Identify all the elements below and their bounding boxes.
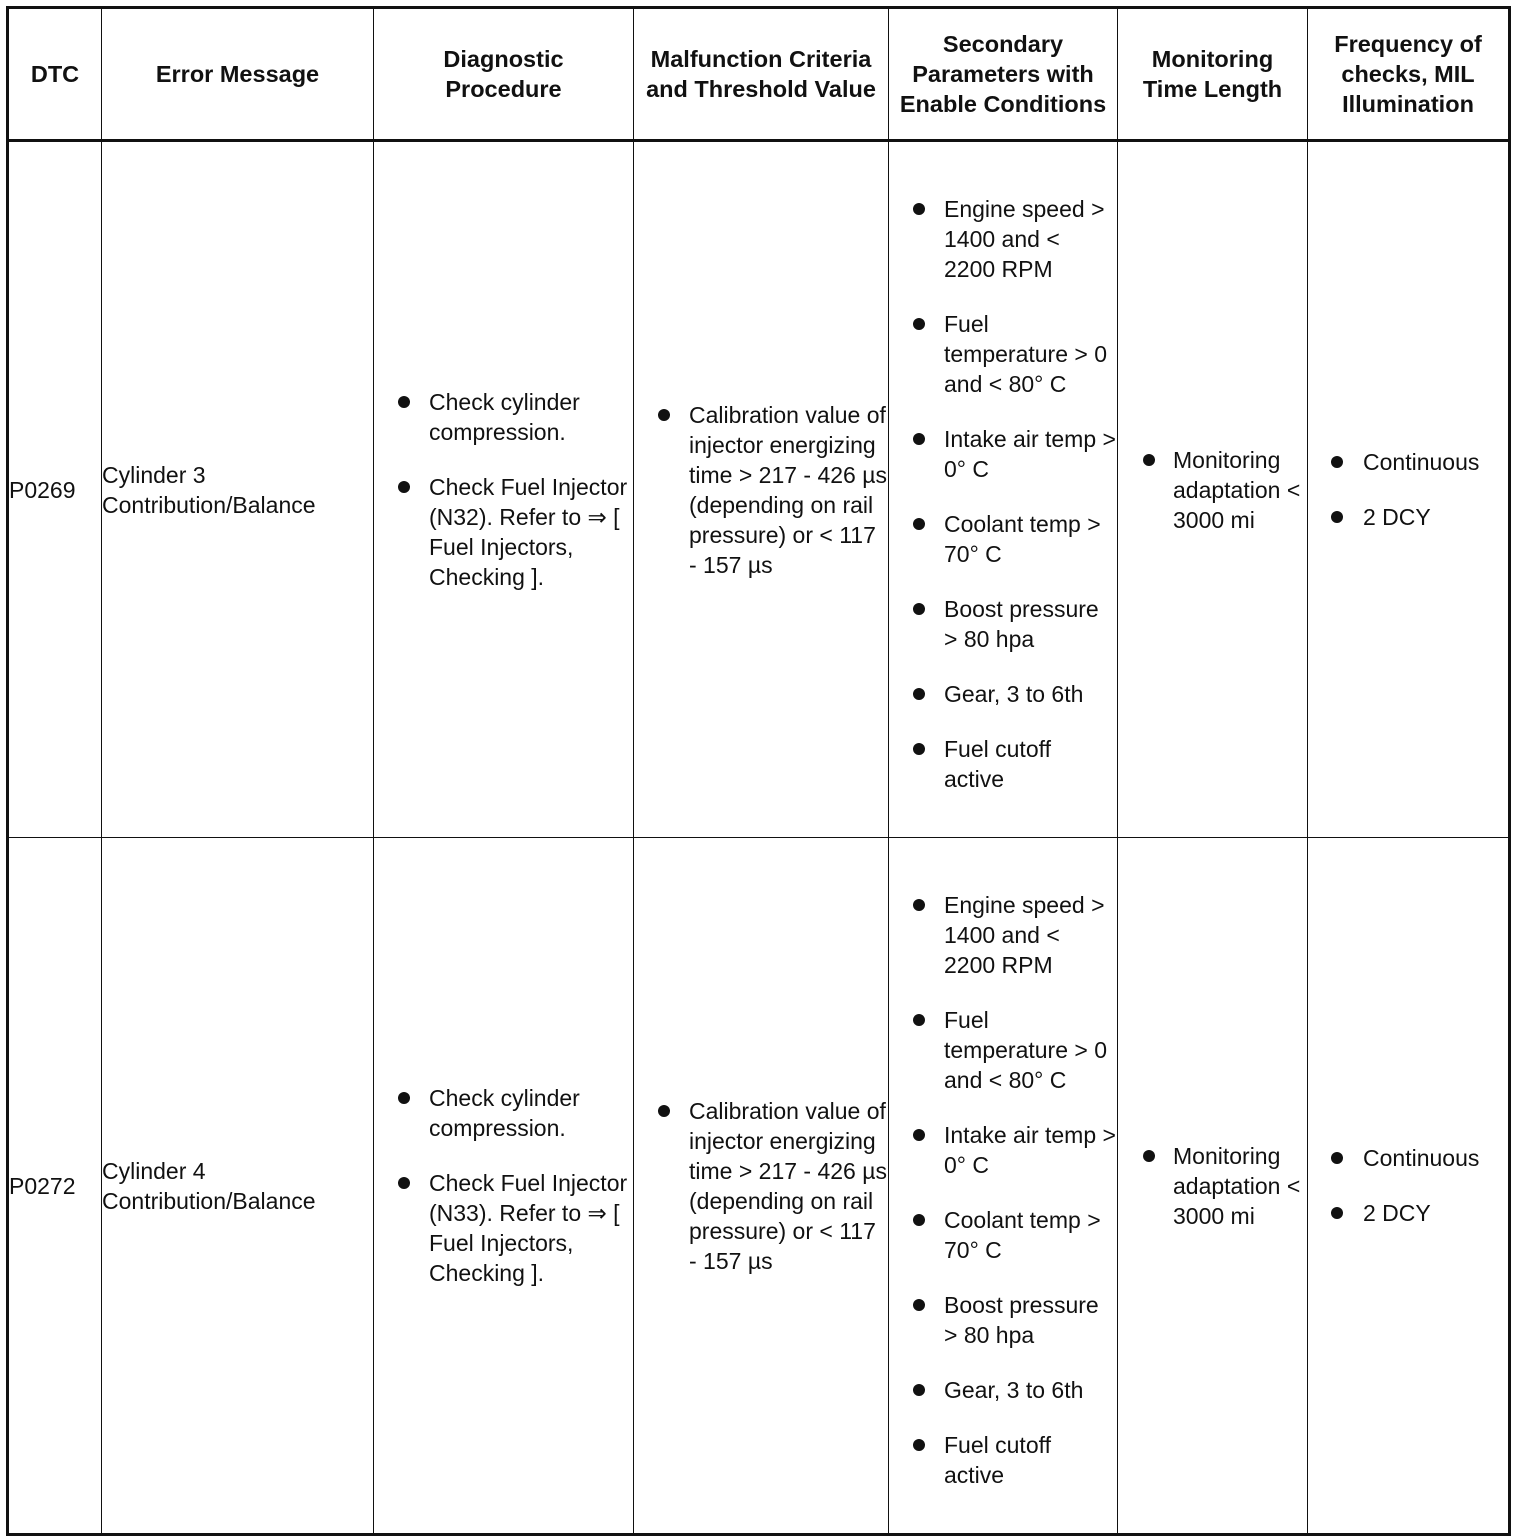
enable-condition: Coolant temp > 70° C — [944, 1206, 1101, 1263]
header-malfunction-criteria: Malfunction Criteria and Threshold Value — [634, 8, 889, 141]
bullet-icon — [658, 1105, 670, 1117]
list-item — [1331, 1143, 1508, 1173]
bullet-icon — [398, 1092, 410, 1104]
bullet-icon — [913, 743, 925, 755]
frequency-cell — [1308, 838, 1510, 1535]
monitoring-time-cell — [1118, 141, 1308, 838]
enable-condition: Boost pressure > 80 hpa — [944, 595, 1099, 652]
bullet-icon — [913, 1129, 925, 1141]
list-item — [913, 194, 1117, 284]
list-item — [1331, 502, 1508, 532]
list-item — [913, 509, 1117, 569]
bullet-icon — [398, 396, 410, 408]
list-item — [913, 1005, 1117, 1095]
bullet-icon — [398, 1177, 410, 1189]
list-item — [913, 424, 1117, 484]
bullet-icon — [913, 1214, 925, 1226]
procedure-list — [374, 1083, 633, 1288]
list-item — [913, 679, 1117, 709]
enable-condition: Engine speed > 1400 and < 2200 RPM — [944, 891, 1105, 978]
list-item — [913, 734, 1117, 794]
monitoring-time: Monitoring adaptation < 3000 mi — [1173, 1142, 1301, 1229]
error-message: Cylinder 4 Contribution/Balance — [102, 838, 374, 1535]
monitoring-time: Monitoring adaptation < 3000 mi — [1173, 446, 1301, 533]
header-dtc: DTC — [8, 8, 102, 141]
secondary-list — [889, 882, 1117, 1490]
bullet-icon — [1331, 456, 1343, 468]
enable-condition: Fuel temperature > 0 and < 80° C — [944, 310, 1108, 397]
list-item — [913, 1120, 1117, 1180]
bullet-icon — [913, 688, 925, 700]
table-row — [8, 141, 1510, 838]
bullet-icon — [1331, 1152, 1343, 1164]
secondary-parameters-cell — [889, 838, 1118, 1535]
diagnostic-procedure-cell — [374, 141, 634, 838]
dtc-code: P0272 — [8, 838, 102, 1535]
bullet-icon — [913, 518, 925, 530]
dtc-table — [6, 6, 1511, 1536]
bullet-icon — [913, 1439, 925, 1451]
procedure-step: Check cylinder compression. — [429, 1085, 580, 1141]
procedure-list — [374, 387, 633, 592]
bullet-icon — [1143, 454, 1155, 466]
bullet-icon — [1143, 1150, 1155, 1162]
bullet-icon — [913, 899, 925, 911]
malfunction-list — [634, 1096, 888, 1276]
table-row — [8, 838, 1510, 1535]
procedure-step: Check cylinder compression. — [429, 389, 580, 445]
enable-condition: Engine speed > 1400 and < 2200 RPM — [944, 195, 1105, 282]
header-frequency: Frequency of checks, MIL Illumination — [1308, 8, 1510, 141]
bullet-icon — [913, 433, 925, 445]
bullet-icon — [913, 1014, 925, 1026]
list-item — [913, 1205, 1117, 1265]
bullet-icon — [913, 603, 925, 615]
list-item — [913, 1375, 1117, 1405]
header-diagnostic-procedure: Diagnostic Procedure — [374, 8, 634, 141]
list-item — [1331, 447, 1508, 477]
list-item — [1331, 1198, 1508, 1228]
list-item — [913, 890, 1117, 980]
list-item — [398, 1168, 633, 1288]
bullet-icon — [913, 1299, 925, 1311]
error-message: Cylinder 3 Contribution/Balance — [102, 141, 374, 838]
frequency-value: 2 DCY — [1363, 1200, 1431, 1226]
bullet-icon — [398, 481, 410, 493]
dtc-code: P0269 — [8, 141, 102, 838]
procedure-step: Check Fuel Injector (N33). Refer to ⇒ [ Fuel Injectors, Checking ]. — [429, 1170, 628, 1286]
enable-condition: Intake air temp > 0° C — [944, 1121, 1116, 1178]
list-item — [398, 387, 633, 447]
secondary-list — [889, 186, 1117, 794]
diagnostic-procedure-cell — [374, 838, 634, 1535]
malfunction-criterion: Calibration value of injector energizing time > 217 - 426 µs (depending on rail pressure) or < 117 - 157 µs — [689, 401, 887, 578]
frequency-cell — [1308, 141, 1510, 838]
bullet-icon — [1331, 511, 1343, 523]
list-item — [398, 472, 633, 592]
frequency-list — [1308, 447, 1508, 532]
malfunction-list — [634, 400, 888, 580]
monitoring-time-cell — [1118, 838, 1308, 1535]
enable-condition: Coolant temp > 70° C — [944, 510, 1101, 567]
bullet-icon — [913, 203, 925, 215]
list-item — [658, 1096, 888, 1276]
malfunction-criteria-cell — [634, 838, 889, 1535]
header-row — [8, 8, 1510, 141]
list-item — [1143, 1141, 1307, 1231]
header-monitoring-time: Monitoring Time Length — [1118, 8, 1308, 141]
bullet-icon — [913, 318, 925, 330]
secondary-parameters-cell — [889, 141, 1118, 838]
frequency-value: Continuous — [1363, 449, 1480, 475]
malfunction-criteria-cell — [634, 141, 889, 838]
list-item — [913, 309, 1117, 399]
enable-condition: Boost pressure > 80 hpa — [944, 1291, 1099, 1348]
bullet-icon — [913, 1384, 925, 1396]
header-secondary-parameters: Secondary Parameters with Enable Conditions — [889, 8, 1118, 141]
list-item — [913, 1290, 1117, 1350]
enable-condition: Gear, 3 to 6th — [944, 680, 1084, 707]
list-item — [658, 400, 888, 580]
list-item — [398, 1083, 633, 1143]
list-item — [913, 1430, 1117, 1490]
bullet-icon — [658, 409, 670, 421]
header-error-message: Error Message — [102, 8, 374, 141]
procedure-step: Check Fuel Injector (N32). Refer to ⇒ [ Fuel Injectors, Checking ]. — [429, 474, 628, 590]
frequency-value: Continuous — [1363, 1145, 1480, 1171]
enable-condition: Fuel temperature > 0 and < 80° C — [944, 1006, 1108, 1093]
list-item — [913, 594, 1117, 654]
enable-condition: Intake air temp > 0° C — [944, 425, 1116, 482]
monitoring-list — [1118, 445, 1307, 535]
enable-condition: Gear, 3 to 6th — [944, 1376, 1084, 1403]
enable-condition: Fuel cutoff active — [944, 735, 1051, 792]
list-item — [1143, 445, 1307, 535]
frequency-value: 2 DCY — [1363, 504, 1431, 530]
bullet-icon — [1331, 1207, 1343, 1219]
monitoring-list — [1118, 1141, 1307, 1231]
enable-condition: Fuel cutoff active — [944, 1431, 1051, 1488]
frequency-list — [1308, 1143, 1508, 1228]
malfunction-criterion: Calibration value of injector energizing time > 217 - 426 µs (depending on rail pressure) or < 117 - 157 µs — [689, 1097, 887, 1274]
